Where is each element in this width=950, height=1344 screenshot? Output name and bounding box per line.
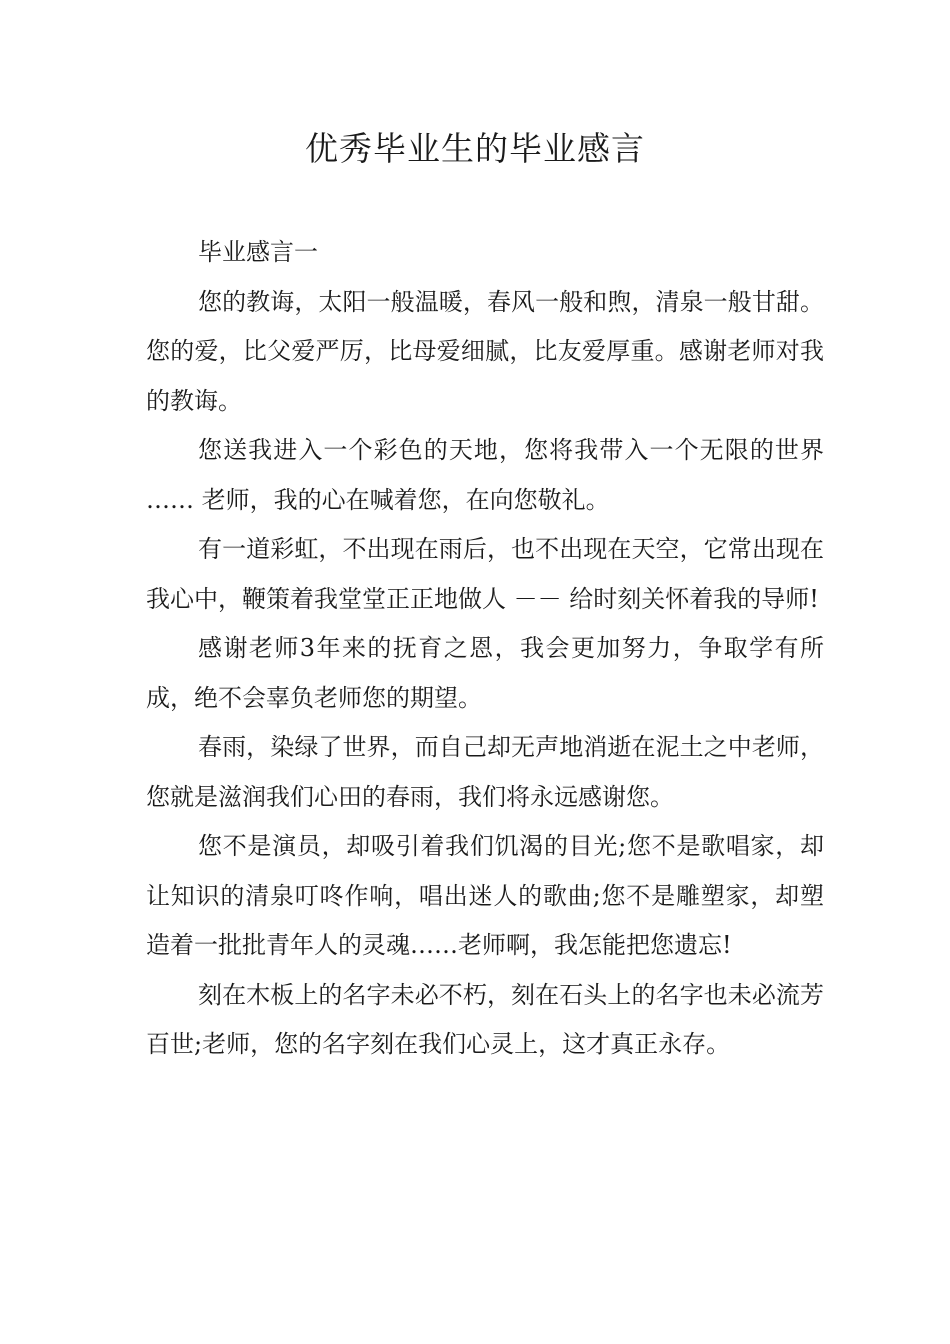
page-title: 优秀毕业生的毕业感言 <box>305 129 645 168</box>
section-heading: 毕业感言一 <box>198 238 318 266</box>
paragraph: 您的教诲，太阳一般温暖，春风一般和煦，清泉一般甘甜。您的爱，比父爱严厉，比母爱细腻，比友爱厚重。感谢老师对我的教诲。 <box>146 287 824 415</box>
paragraph: 刻在木板上的名字未必不朽，刻在石头上的名字也未必流芳百世;老师，您的名字刻在我们心灵上，这才真正永存。 <box>146 980 824 1058</box>
document-body <box>146 228 824 1070</box>
paragraph: 您不是演员，却吸引着我们饥渴的目光;您不是歌唱家，却让知识的清泉叮咚作响，唱出迷人的歌曲;您不是雕塑家，却塑造着一批批青年人的灵魂……老师啊，我怎能把您遗忘! <box>146 832 824 959</box>
paragraph: 有一道彩虹，不出现在雨后，也不出现在天空，它常出现在我心中，鞭策着我堂堂正正地做人 －－ 给时刻关怀着我的导师! <box>146 535 824 613</box>
paragraph: 您送我进入一个彩色的天地，您将我带入一个无限的世界 …… 老师，我的心在喊着您，在向您敬礼。 <box>146 436 824 514</box>
paragraph: 感谢老师3年来的抚育之恩，我会更加努力，争取学有所成，绝不会辜负老师您的期望。 <box>146 634 824 712</box>
paragraph: 春雨，染绿了世界，而自己却无声地消逝在泥土之中老师，您就是滋润我们心田的春雨，我们将永远感谢您。 <box>146 733 824 811</box>
